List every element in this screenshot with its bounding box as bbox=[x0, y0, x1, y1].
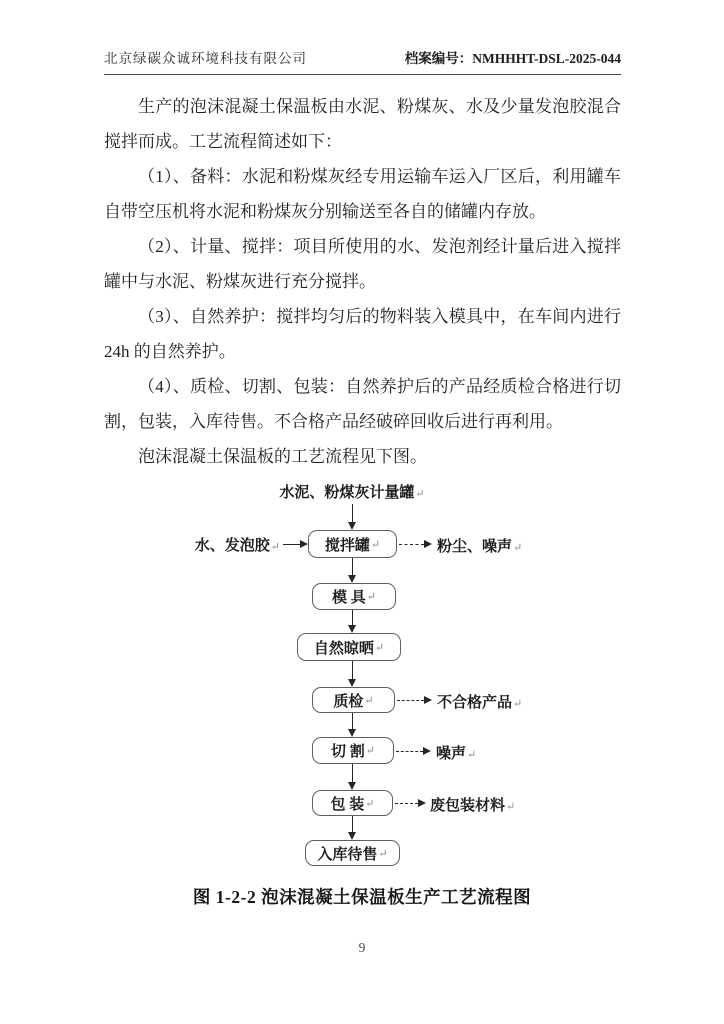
arrow-down-icon bbox=[346, 764, 358, 790]
input-label-text: 水、发泡胶 bbox=[194, 538, 270, 554]
line-break-mark: ↵ bbox=[467, 749, 477, 761]
paragraph-step-1: （1）、备料：水泥和粉煤灰经专用运输车运入厂区后，利用罐车自带空压机将水泥和粉煤灰分别输送至各自的储罐内存放。 bbox=[104, 167, 621, 221]
arrow-down-icon bbox=[346, 558, 358, 583]
source-label-text: 水泥、粉煤灰计量罐 bbox=[279, 485, 415, 501]
figure-caption: 图 1-2-2 泡沫混凝土保温板生产工艺流程图 bbox=[192, 887, 532, 907]
dashed-arrow-right-icon bbox=[397, 695, 432, 705]
page-header bbox=[104, 47, 621, 75]
line-break-mark: ↵ bbox=[370, 538, 381, 551]
emission-text: 粉尘、噪声 bbox=[437, 539, 513, 555]
arrow-down-icon bbox=[346, 610, 358, 633]
body-text bbox=[104, 89, 621, 474]
paragraph-intro: 生产的泡沫混凝土保温板由水泥、粉煤灰、水及少量发泡胶混合搅拌而成。工艺流程简述如下： bbox=[104, 97, 621, 151]
box-label: 自然晾晒 bbox=[313, 640, 374, 657]
box-label: 包 装 bbox=[330, 796, 365, 813]
line-break-mark: ↵ bbox=[366, 591, 376, 603]
flowchart-box-cutting bbox=[312, 737, 394, 764]
box-label: 切 割 bbox=[331, 744, 365, 760]
arrow-down-icon bbox=[346, 504, 358, 530]
company-name: 北京绿碳众诚环境科技有限公司 bbox=[104, 51, 307, 66]
flowchart-box-mixing-tank bbox=[308, 530, 397, 558]
emission-label-rejects bbox=[437, 691, 522, 712]
flowchart-box-natural-drying bbox=[297, 633, 401, 661]
box-label: 入库待售 bbox=[317, 846, 378, 863]
line-break-mark: ↵ bbox=[513, 542, 523, 554]
arrow-down-icon bbox=[346, 713, 358, 737]
emission-text: 噪声 bbox=[436, 746, 467, 762]
emission-text: 不合格产品 bbox=[437, 695, 513, 711]
emission-text: 废包装材料 bbox=[430, 798, 506, 814]
flowchart-box-quality-check bbox=[312, 687, 395, 713]
paragraph-step-2: （2）、计量、搅拌：项目所使用的水、发泡剂经计量后进入搅拌罐中与水泥、粉煤灰进行充分搅拌。 bbox=[104, 237, 621, 291]
paragraph-step-3: （3）、自然养护：搅拌均匀后的物料装入模具中，在车间内进行 24h 的自然养护。 bbox=[104, 307, 621, 361]
arrow-down-icon bbox=[346, 661, 358, 687]
flowchart-box-mould bbox=[312, 583, 396, 610]
line-break-mark: ↵ bbox=[506, 801, 516, 813]
box-label: 搅拌罐 bbox=[324, 537, 370, 554]
flowchart-input-label bbox=[180, 534, 280, 555]
dashed-arrow-right-icon bbox=[395, 798, 426, 808]
box-label: 质检 bbox=[333, 693, 364, 710]
line-break-mark: ↵ bbox=[365, 745, 375, 757]
emission-label-waste-packaging bbox=[430, 794, 515, 815]
archive-number-value: NMHHHT-DSL-2025-044 bbox=[472, 51, 621, 66]
emission-label-noise bbox=[436, 742, 476, 763]
flowchart-box-packaging bbox=[312, 790, 393, 816]
emission-label-dust-noise bbox=[437, 535, 522, 556]
archive-number bbox=[405, 47, 621, 67]
line-break-mark: ↵ bbox=[374, 641, 385, 654]
line-break-mark: ↵ bbox=[364, 694, 374, 707]
dashed-arrow-right-icon bbox=[396, 746, 431, 756]
line-break-mark: ↵ bbox=[365, 797, 375, 810]
line-break-mark: ↵ bbox=[270, 541, 280, 553]
dashed-arrow-right-icon bbox=[399, 539, 432, 549]
line-break-mark: ↵ bbox=[415, 488, 425, 500]
line-break-mark: ↵ bbox=[378, 847, 388, 860]
arrow-right-icon bbox=[283, 539, 308, 549]
line-break-mark: ↵ bbox=[513, 698, 523, 710]
arrow-down-icon bbox=[346, 816, 358, 840]
archive-label: 档案编号： bbox=[404, 51, 473, 66]
paragraph-step-4: （4）、质检、切割、包装：自然养护后的产品经质检合格进行切割，包装，入库待售。不合格产品经破碎回收后进行再利用。 bbox=[104, 377, 621, 431]
flowchart-box-warehouse bbox=[305, 840, 400, 866]
flowchart-source-label bbox=[202, 481, 502, 502]
page-number: 9 bbox=[358, 940, 366, 955]
paragraph-flow-intro: 泡沫混凝土保温板的工艺流程见下图。 bbox=[138, 447, 427, 466]
box-label: 模 具 bbox=[332, 590, 366, 606]
